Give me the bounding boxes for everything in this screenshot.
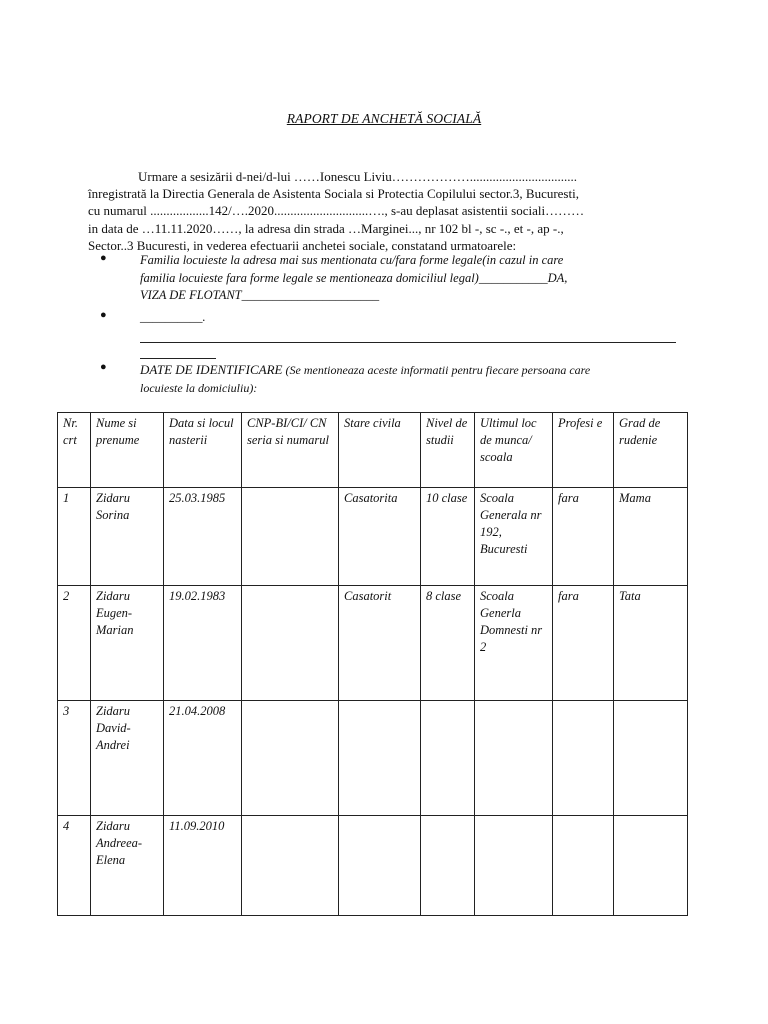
table-header-row bbox=[58, 413, 688, 488]
header-nr: Nr. crt bbox=[58, 413, 91, 488]
cell-profesie bbox=[553, 701, 614, 816]
cell-data: 25.03.1985 bbox=[164, 488, 242, 586]
blank-line bbox=[140, 342, 676, 343]
cell-grad: Tata bbox=[614, 586, 688, 701]
cell-data: 11.09.2010 bbox=[164, 816, 242, 916]
cell-studii bbox=[421, 816, 475, 916]
residence-answer: DA, bbox=[547, 270, 568, 285]
cell-cnp bbox=[242, 586, 339, 701]
cell-profesie: fara bbox=[553, 488, 614, 586]
identification-line-1 bbox=[140, 361, 676, 380]
header-studii: Nivel de studii bbox=[421, 413, 475, 488]
blank-line-short bbox=[140, 358, 216, 359]
intro-line-3: cu numarul ..................142/….2020.............................…., s-au deplasat asistentii sociali……… bbox=[88, 203, 585, 219]
bullet-residence-text bbox=[140, 252, 676, 305]
intro-line-4: in data de …11.11.2020……, la adresa din strada …Marginei..., nr 102 bl -, sc -., et -, ap -., bbox=[88, 220, 564, 236]
cell-profesie bbox=[553, 816, 614, 916]
residence-blank: ___________ bbox=[478, 270, 548, 285]
cell-grad: Mama bbox=[614, 488, 688, 586]
viza-label: VIZA DE FLOTANT bbox=[140, 288, 242, 302]
table-row bbox=[58, 816, 688, 916]
cell-studii: 8 clase bbox=[421, 586, 475, 701]
cell-nume: Zidaru David-Andrei bbox=[91, 701, 164, 816]
cell-loc: Scoala Generla Domnesti nr 2 bbox=[475, 586, 553, 701]
cell-loc: Scoala Generala nr 192, Bucuresti bbox=[475, 488, 553, 586]
intro-line-2: înregistrată la Directia Generala de Asistenta Sociala si Protectia Copilului sector.3, Bucuresti, bbox=[88, 186, 579, 202]
cell-grad bbox=[614, 816, 688, 916]
cell-studii: 10 clase bbox=[421, 488, 475, 586]
report-title: RAPORT DE ANCHETĂ SOCIALĂ bbox=[286, 111, 482, 126]
cell-nr: 1 bbox=[58, 488, 91, 586]
header-nume: Nume si prenume bbox=[91, 413, 164, 488]
cell-profesie: fara bbox=[553, 586, 614, 701]
bullet-icon: ● bbox=[100, 252, 107, 264]
identification-label: DATE DE IDENTIFICARE bbox=[140, 362, 283, 377]
header-data: Data si locul nasterii bbox=[164, 413, 242, 488]
cell-cnp bbox=[242, 488, 339, 586]
bullet-blank-text: __________. bbox=[140, 310, 206, 324]
intro-line-5: Sector..3 Bucuresti, in vederea efectuarii anchetei sociale, constatand urmatoarele: bbox=[88, 237, 517, 253]
residence-line-3 bbox=[140, 287, 676, 305]
header-profesie: Profesi e bbox=[553, 413, 614, 488]
cell-cnp bbox=[242, 701, 339, 816]
cell-nume: Zidaru Andreea-Elena bbox=[91, 816, 164, 916]
cell-stare: Casatorit bbox=[339, 586, 421, 701]
identification-text bbox=[140, 361, 676, 397]
identification-line-2: locuieste la domiciuliu): bbox=[140, 380, 258, 395]
cell-grad bbox=[614, 701, 688, 816]
header-grad: Grad de rudenie bbox=[614, 413, 688, 488]
header-cnp: CNP-BI/CI/ CN seria si numarul bbox=[242, 413, 339, 488]
residence-line-2 bbox=[140, 270, 676, 288]
intro-paragraph bbox=[88, 168, 676, 254]
cell-nr: 4 bbox=[58, 816, 91, 916]
cell-studii bbox=[421, 701, 475, 816]
cell-data: 19.02.1983 bbox=[164, 586, 242, 701]
table-row bbox=[58, 701, 688, 816]
cell-stare: Casatorita bbox=[339, 488, 421, 586]
header-stare: Stare civila bbox=[339, 413, 421, 488]
cell-nume: Zidaru Eugen-Marian bbox=[91, 586, 164, 701]
viza-blank: ______________________ bbox=[241, 288, 380, 302]
cell-nr: 3 bbox=[58, 701, 91, 816]
identification-note: (Se mentioneaza aceste informatii pentru fiecare persoana care bbox=[282, 363, 591, 377]
header-loc: Ultimul loc de munca/ scoala bbox=[475, 413, 553, 488]
table-row bbox=[58, 488, 688, 586]
cell-stare bbox=[339, 816, 421, 916]
cell-loc bbox=[475, 701, 553, 816]
bullet-icon: ● bbox=[100, 361, 107, 373]
cell-stare bbox=[339, 701, 421, 816]
residence-line-1: Familia locuieste la adresa mai sus mentionata cu/fara forme legale(in cazul in care bbox=[140, 253, 564, 267]
cell-nume: Zidaru Sorina bbox=[91, 488, 164, 586]
cell-cnp bbox=[242, 816, 339, 916]
cell-data: 21.04.2008 bbox=[164, 701, 242, 816]
table-row bbox=[58, 586, 688, 701]
cell-loc bbox=[475, 816, 553, 916]
cell-nr: 2 bbox=[58, 586, 91, 701]
identification-table bbox=[57, 412, 688, 916]
residence-line-2-text: familia locuieste fara forme legale se mentioneaza domiciliul legal) bbox=[140, 270, 479, 285]
intro-line-1: Urmare a sesizării d-nei/d-lui ……Ionescu Liviu………………................................. bbox=[138, 169, 578, 184]
bullet-icon: ● bbox=[100, 309, 107, 321]
